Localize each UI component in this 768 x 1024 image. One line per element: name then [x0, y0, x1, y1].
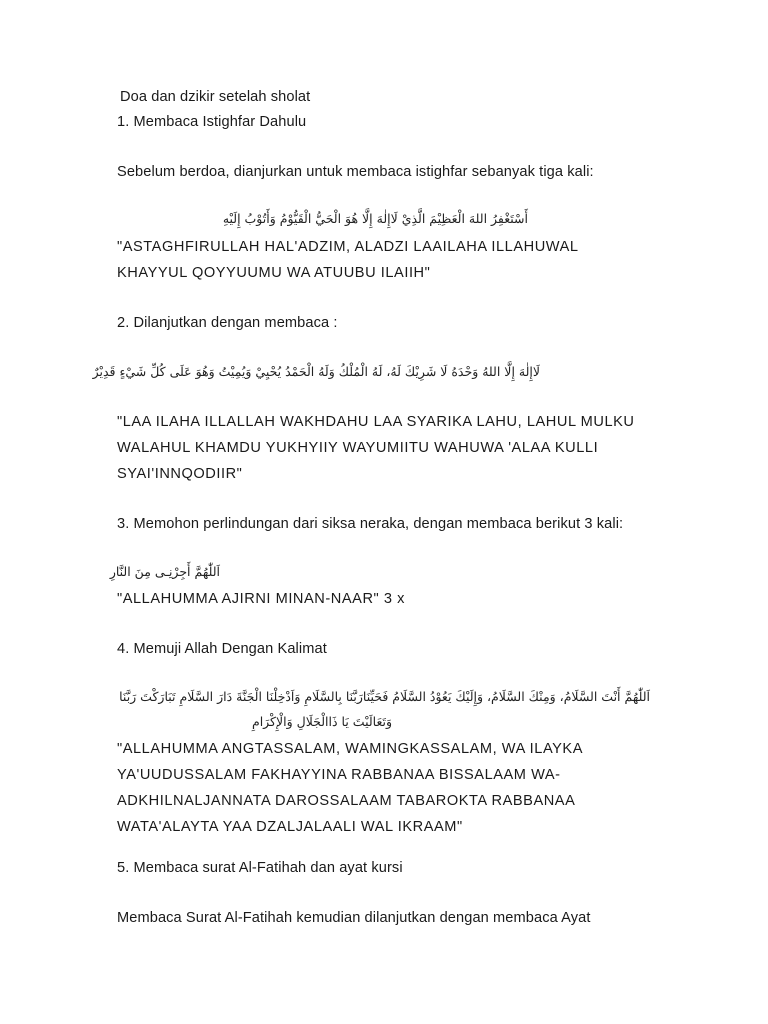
section-2-transliteration-line: "LAA ILAHA ILLALLAH WAKHDAHU LAA SYARIKA LAHU, LAHUL MULKU [117, 414, 635, 430]
section-4-heading: 4. Memuji Allah Dengan Kalimat [117, 641, 327, 657]
section-1-intro: Sebelum berdoa, dianjurkan untuk membaca istighfar sebanyak tiga kali: [117, 164, 594, 180]
section-5-intro: Membaca Surat Al-Fatihah kemudian dilanjutkan dengan membaca Ayat [117, 910, 591, 926]
section-2-heading: 2. Dilanjutkan dengan membaca : [117, 315, 338, 331]
section-5-heading: 5. Membaca surat Al-Fatihah dan ayat kursi [117, 860, 403, 876]
section-2-transliteration-line: WALAHUL KHAMDU YUKHYIIY WAYUMIITU WAHUWA 'ALAA KULLI [117, 440, 599, 456]
section-1-transliteration-line: "ASTAGHFIRULLAH HAL'ADZIM, ALADZI LAAILAHA ILLAHUWAL [117, 239, 579, 255]
section-3-arabic-text: اَللّٰهُمَّ أَجِرْنِـى مِنَ النَّارِ [109, 564, 220, 579]
section-1-arabic-text: أَسْتَغْفِرُ اللهَ الْعَظِيْمَ الَّذِيْ لَاإِلٰهَ إِلَّا هُوَ الْحَيُّ الْقَيُّوْمُ وَأَتُوْبُ إِلَيْهِ [222, 211, 528, 226]
section-4-transliteration-line: ADKHILNALJANNATA DAROSSALAAM TABAROKTA RABBANAA [117, 793, 576, 809]
section-4-arabic-line: اَللّٰهُمَّ أَنْتَ السَّلَامُ، وَمِنْكَ السَّلَامُ، وَإِلَيْكَ يَعُوْدُ السَّلَامُ فَحَيِّنَارَبَّنَا بِالسَّلَامِ وَاَدْخِلْنَا الْجَنَّةَ دَارَ السَّلَامِ تَبَارَكْتَ رَبَّنَا [119, 689, 650, 704]
section-2-transliteration-line: SYAI'INNQODIIR" [117, 466, 243, 482]
section-4-transliteration-line: WATA'ALAYTA YAA DZALJALAALI WAL IKRAAM" [117, 819, 463, 835]
section-3-transliteration-line: "ALLAHUMMA AJIRNI MINAN-NAAR" 3 x [117, 591, 406, 607]
section-3-heading: 3. Memohon perlindungan dari siksa neraka, dengan membaca berikut 3 kali: [117, 516, 624, 532]
section-2-arabic-text: لَاإِلٰهَ إِلَّا اللهُ وَحْدَهُ لَا شَرِيْكَ لَهُ، لَهُ الْمُلْكُ وَلَهُ الْحَمْدُ يُحْيِيْ وَيُمِيْتُ وَهُوَ عَلَى كُلِّ شَيْءٍ قَدِيْرٌ [92, 364, 540, 379]
section-4-transliteration-line: YA'UUDUSSALAM FAKHAYYINA RABBANAA BISSALAAM WA- [117, 767, 561, 783]
section-1-transliteration-line: KHAYYUL QOYYUUMU WA ATUUBU ILAIIH" [117, 265, 431, 281]
section-4-arabic-line: وَتَعَالَيْتَ يَا ذَاالْجَلَالِ وَالْإِكْرَامِ [251, 714, 392, 729]
section-1-heading: 1. Membaca Istighfar Dahulu [117, 114, 307, 130]
section-4-transliteration-line: "ALLAHUMMA ANGTASSALAM, WAMINGKASSALAM, WA ILAYKA [117, 741, 583, 757]
document-title: Doa dan dzikir setelah sholat [120, 89, 311, 105]
